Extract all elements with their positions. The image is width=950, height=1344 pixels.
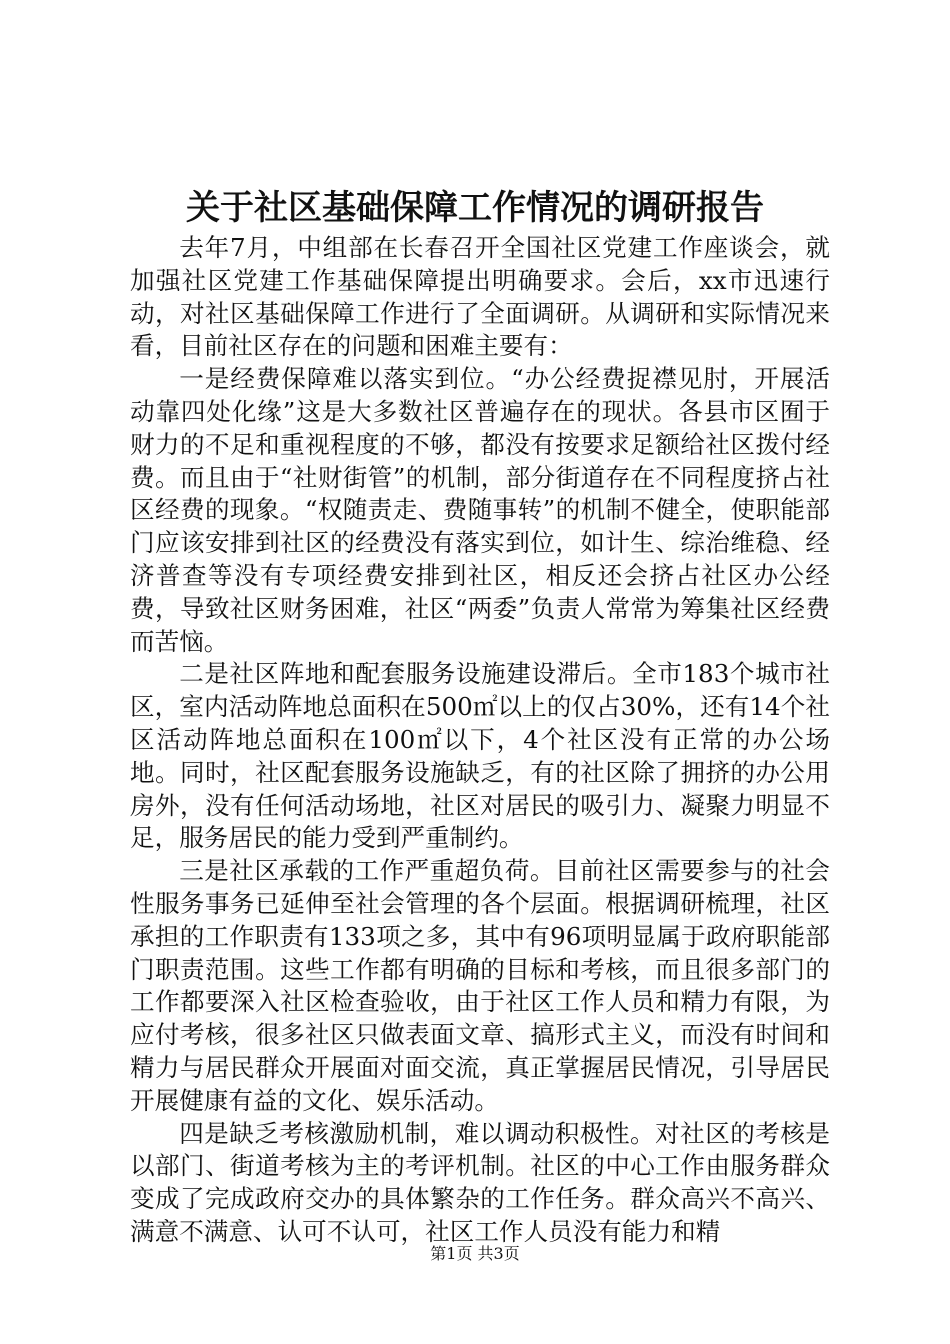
page-number: 第1页 共3页 — [430, 1244, 520, 1263]
paragraph-facilities: 二是社区阵地和配套服务设施建设滞后。全市183个城市社区，室内活动阵地总面积在500㎡以上的仅占30%，还有14个社区活动阵地总面积在100㎡以下，4个社区没有正常的办公场地。同时，社区配套服务设施缺乏，有的社区除了拥挤的办公用房外，没有任何活动场地，社区对居民的吸引力、凝聚力明显不足，服务居民的能力受到严重制约。 — [130, 659, 830, 853]
paragraph-workload: 三是社区承载的工作严重超负荷。目前社区需要参与的社会性服务事务已延伸至社会管理的各个层面。根据调研梳理，社区承担的工作职责有133项之多，其中有96项明显属于政府职能部门职责范围。这些工作都有明确的目标和考核，而且很多部门的工作都要深入社区检查验收，由于社区工作人员和精力有限，为应付考核，很多社区只做表面文章、搞形式主义，而没有时间和精力与居民群众开展面对面交流，真正掌握居民情况，引导居民开展健康有益的文化、娱乐活动。 — [130, 856, 830, 1115]
paragraph-funding: 一是经费保障难以落实到位。“办公经费捉襟见肘，开展活动靠四处化缘”这是大多数社区普遍存在的现状。各县市区囿于财力的不足和重视程度的不够，都没有按要求足额给社区拨付经费。而且由于“社财街管”的机制，部分街道存在不同程度挤占社区经费的现象。“权随责走、费随事转”的机制不健全，使职能部门应该安排到社区的经费没有落实到位，如计生、综治维稳、经济普查等没有专项经费安排到社区，相反还会挤占社区办公经费，导致社区财务困难，社区“两委”负责人常常为筹集社区经费而苦恼。 — [130, 364, 830, 656]
paragraph-incentives: 四是缺乏考核激励机制，难以调动积极性。对社区的考核是以部门、街道考核为主的考评机制。社区的中心工作由服务群众变成了完成政府交办的具体繁杂的工作任务。群众高兴不高兴、满意不满意、认可不认可，社区工作人员没有能力和精 — [130, 1118, 830, 1246]
document-body — [130, 232, 830, 1249]
document-title: 关于社区基础保障工作情况的调研报告 — [186, 188, 764, 228]
paragraph-intro: 去年7月，中组部在长春召开全国社区党建工作座谈会，就加强社区党建工作基础保障提出明确要求。会后，xx市迅速行动，对社区基础保障工作进行了全面调研。从调研和实际情况来看，目前社区存在的问题和困难主要有： — [130, 233, 830, 361]
